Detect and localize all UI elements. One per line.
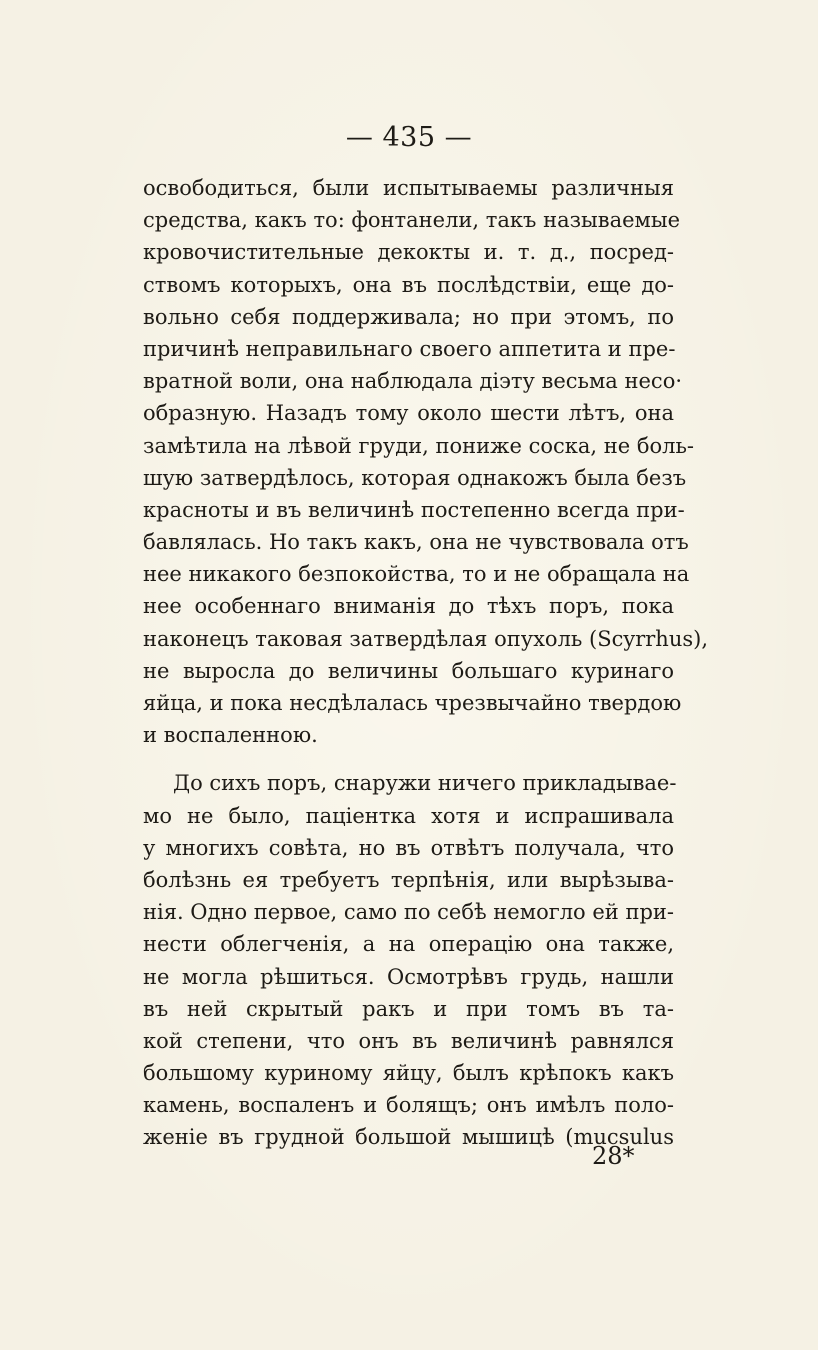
text-line: наконецъ таковая затвердѣлая опухоль (Scyrrhus), — [143, 626, 708, 651]
paragraph — [143, 767, 677, 1153]
text-line: шую затвердѣлось, которая однакожъ была безъ — [143, 465, 687, 490]
text-line: нія. Одно первое, само по себѣ немогло ей при- — [143, 900, 674, 925]
text-line: въ ней скрытый ракъ и при томъ въ та- — [143, 996, 674, 1021]
text-line: не выросла до величины большаго куринаго — [143, 658, 674, 683]
signature-mark: 28* — [592, 1142, 635, 1170]
text-line: освободиться, были испытываемы различныя — [143, 176, 674, 200]
text-line: кровочистительные декокты и. т. д., посред- — [143, 240, 674, 265]
text-line: нее никакого безпокойства, то и не обращала на — [143, 562, 690, 587]
text-line: вольно себя поддерживала; но при этомъ, по — [143, 304, 674, 329]
text-line: причинѣ неправильнаго своего аппетита и пре- — [143, 336, 676, 361]
text-line: средства, какъ то: фонтанели, такъ называемые — [143, 208, 681, 233]
text-line: и воспаленною. — [143, 723, 318, 748]
text-line: До сихъ поръ, снаружи ничего прикладывае- — [173, 771, 677, 796]
text-line: большому куриному яйцу, былъ крѣпокъ какъ — [143, 1061, 674, 1086]
text-line: яйца, и пока несдѣлалась чрезвычайно твердою — [143, 691, 682, 715]
text-line: женіе въ грудной большой мышицѣ (mucsulus — [143, 1125, 674, 1150]
text-line: красноты и въ величинѣ постепенно всегда при- — [143, 497, 685, 522]
page-number: — 435 — — [345, 122, 473, 153]
text-line: ствомъ которыхъ, она въ послѣдствіи, еще до- — [143, 272, 674, 297]
text-line: бавлялась. Но такъ какъ, она не чувствовала отъ — [143, 530, 689, 555]
text-line: нее особеннаго вниманія до тѣхъ поръ, пока — [143, 594, 674, 619]
text-line: образную. Назадъ тому около шести лѣтъ, она — [143, 401, 674, 426]
text-line: болѣзнь ея требуетъ терпѣнія, или вырѣзыва- — [143, 867, 674, 892]
text-line: мо не было, паціентка хотя и испрашивала — [143, 803, 674, 828]
paragraph — [143, 172, 708, 751]
body-text — [143, 172, 708, 1154]
text-line: у многихъ совѣта, но въ отвѣтъ получала, что — [143, 835, 674, 860]
text-line: нести облегченія, а на операцію она также, — [143, 932, 674, 957]
text-line: кой степени, что онъ въ величинѣ равнялся — [143, 1028, 674, 1053]
text-line: вратной воли, она наблюдала діэту весьма несо· — [143, 369, 683, 394]
text-line: камень, воспаленъ и болящъ; онъ имѣлъ поло- — [143, 1093, 674, 1118]
text-line: не могла рѣшиться. Осмотрѣвъ грудь, нашли — [143, 964, 674, 989]
text-line: замѣтила на лѣвой груди, пониже соска, не боль- — [143, 433, 695, 458]
